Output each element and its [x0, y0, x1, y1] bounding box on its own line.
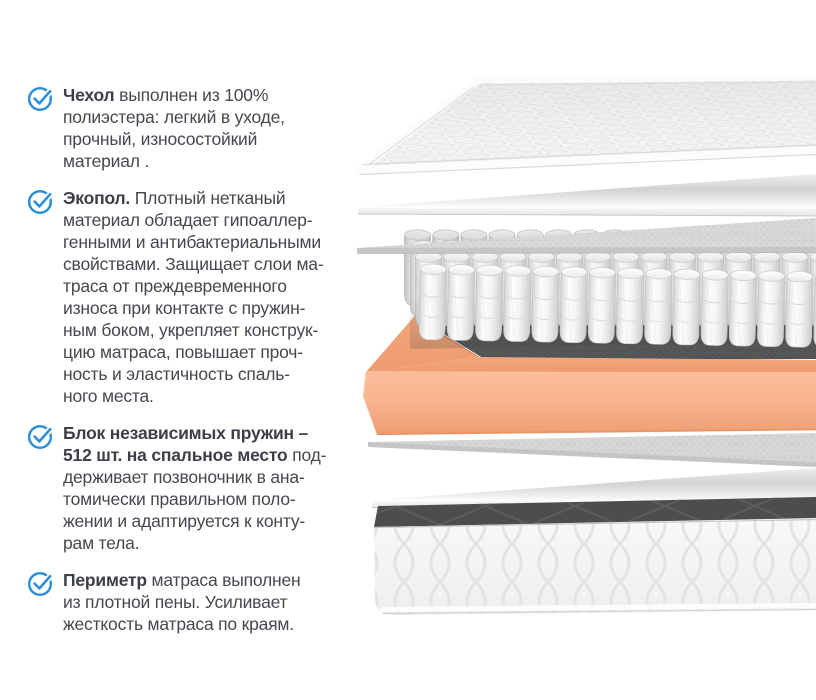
feature-line	[63, 466, 326, 488]
feature-text-segment: матраса выполнен	[146, 570, 301, 590]
feature-line	[63, 106, 285, 128]
check-circle-icon	[27, 188, 54, 215]
feature-text	[63, 187, 323, 407]
feature-text-segment: 512 шт. на спальное место	[63, 445, 288, 465]
feature-text-segment: держивает позвоночник в ана-	[63, 467, 305, 487]
feature-text-segment: прочный, износостойкий	[63, 129, 258, 149]
feature-line	[63, 422, 326, 444]
feature-text-segment: траса от преждевременного	[63, 276, 287, 296]
feature-line	[63, 341, 323, 363]
feature-text-segment: полиэстера: легкий в уходе,	[63, 107, 285, 127]
feature-text-segment: материал обладает гипоаллер-	[63, 210, 313, 230]
foam-layer-top	[358, 174, 816, 216]
feature-line	[63, 591, 301, 613]
feature-item	[27, 569, 357, 635]
feature-text	[63, 569, 301, 635]
quilted-cover-layer	[360, 78, 816, 175]
feature-text-segment: Блок независимых пружин –	[63, 423, 309, 443]
feature-line	[63, 613, 301, 635]
feature-item	[27, 187, 357, 407]
feature-text-segment: Периметр	[63, 570, 147, 590]
feature-text-segment: жесткость матраса по краям.	[63, 614, 294, 634]
feature-text-segment: из плотной пены. Усиливает	[63, 592, 288, 612]
feature-line	[63, 150, 285, 172]
felt-layer-bottom	[368, 433, 816, 467]
feature-text-segment: износа при контакте с пружин-	[63, 298, 306, 318]
mattress-layers-illustration	[350, 50, 816, 670]
feature-text-segment: ного места.	[63, 386, 154, 406]
feature-line	[63, 297, 323, 319]
feature-line	[63, 253, 323, 275]
feature-line	[63, 444, 326, 466]
feature-text	[63, 84, 285, 172]
feature-text	[63, 422, 326, 554]
feature-text-segment: материал .	[63, 151, 150, 171]
feature-line	[63, 84, 285, 106]
feature-text-segment: рам тела.	[63, 533, 140, 553]
feature-text-segment: выполнен из 100%	[114, 85, 269, 105]
feature-line	[63, 319, 323, 341]
feature-item	[27, 422, 357, 554]
feature-text-segment: Плотный нетканый	[130, 188, 286, 208]
feature-line	[63, 488, 326, 510]
quilted-base	[374, 497, 816, 615]
feature-text-segment: цию матраса, повышает проч-	[63, 342, 303, 362]
feature-line	[63, 128, 285, 150]
feature-text-segment: свойствами. Защищает слои ма-	[63, 254, 324, 274]
foam-perimeter-frame-front	[363, 357, 816, 435]
feature-item	[27, 84, 357, 172]
check-circle-icon	[27, 570, 54, 597]
feature-text-segment: томически правильном поло-	[63, 489, 296, 509]
features-list	[27, 84, 357, 635]
feature-line	[63, 209, 323, 231]
feature-line	[63, 385, 323, 407]
feature-line	[63, 510, 326, 532]
check-circle-icon	[27, 423, 54, 450]
feature-text-segment: Экопол.	[63, 188, 131, 208]
feature-text-segment: Чехол	[63, 85, 115, 105]
feature-line	[63, 569, 301, 591]
feature-text-segment: жении и адаптируется к конту-	[63, 511, 306, 531]
feature-line	[63, 187, 323, 209]
feature-text-segment: генными и антибактериальными	[63, 232, 321, 252]
feature-text-segment: ным боком, укрепляет конструк-	[63, 320, 319, 340]
feature-line	[63, 532, 326, 554]
feature-line	[63, 275, 323, 297]
feature-line	[63, 231, 323, 253]
check-circle-icon	[27, 85, 54, 112]
feature-line	[63, 363, 323, 385]
feature-text-segment: ность и эластичность спаль-	[63, 364, 290, 384]
feature-text-segment: под-	[287, 445, 327, 465]
